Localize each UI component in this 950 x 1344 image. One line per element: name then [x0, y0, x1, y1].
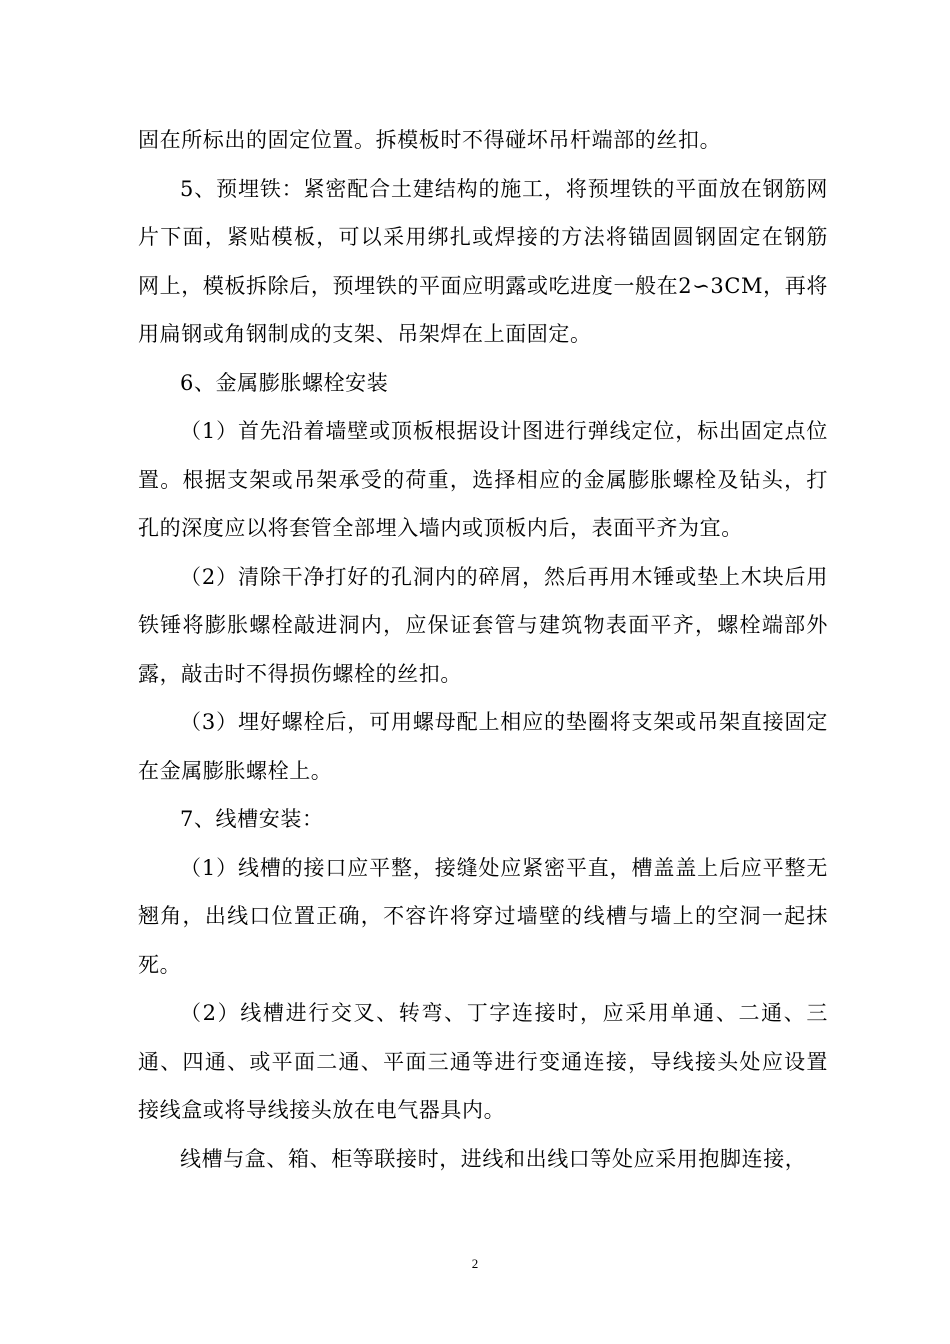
page-number: 2: [471, 1256, 479, 1271]
document-body: [138, 116, 828, 1183]
paragraph-trunking-connection: 线槽与盒、箱、柜等联接时，进线和出线口等处应采用抱脚连接，: [180, 1146, 807, 1171]
heading-trunking-install: 7、线槽安装：: [180, 807, 324, 831]
paragraph-trunking-step-1: （1）线槽的接口应平整，接缝处应紧密平直，槽盖盖上后应平整无翘角，出线口位置正确，不容许将穿过墙壁的线槽与墙上的空洞一起抹死。: [138, 855, 828, 977]
heading-expansion-bolt: 6、金属膨胀螺栓安装: [180, 370, 389, 395]
paragraph-bolt-step-2: （2）清除干净打好的孔洞内的碎屑，然后再用木锤或垫上木块后用铁锤将膨胀螺栓敲进洞内，应保证套管与建筑物表面平齐，螺栓端部外露，敲击时不得损伤螺栓的丝扣。: [138, 564, 828, 686]
paragraph-bolt-step-3: （3）埋好螺栓后，可用螺母配上相应的垫圈将支架或吊架直接固定在金属膨胀螺栓上。: [138, 710, 828, 783]
paragraph-continuation: 固在所标出的固定位置。拆模板时不得碰坏吊杆端部的丝扣。: [138, 128, 722, 152]
paragraph-trunking-step-2: （2）线槽进行交叉、转弯、丁字连接时，应采用单通、二通、三通、四通、或平面二通、平面三通等进行变通连接，导线接头处应设置接线盒或将导线接头放在电气器具内。: [138, 1001, 828, 1122]
paragraph-bolt-step-1: （1）首先沿着墙壁或顶板根据设计图进行弹线定位，标出固定点位置。根据支架或吊架承受的荷重，选择相应的金属膨胀螺栓及钻头，打孔的深度应以将套管全部埋入墙内或顶板内后，表面平齐为宜。: [138, 419, 828, 540]
paragraph-embedded-iron: 5、预埋铁：紧密配合土建结构的施工，将预埋铁的平面放在钢筋网片下面，紧贴模板，可以采用绑扎或焊接的方法将锚固圆钢固定在钢筋网上，模板拆除后，预埋铁的平面应明露或吃进度一般在2∽3CM，再将用扁钢或角钢制成的支架、吊架焊在上面固定。: [138, 176, 828, 346]
